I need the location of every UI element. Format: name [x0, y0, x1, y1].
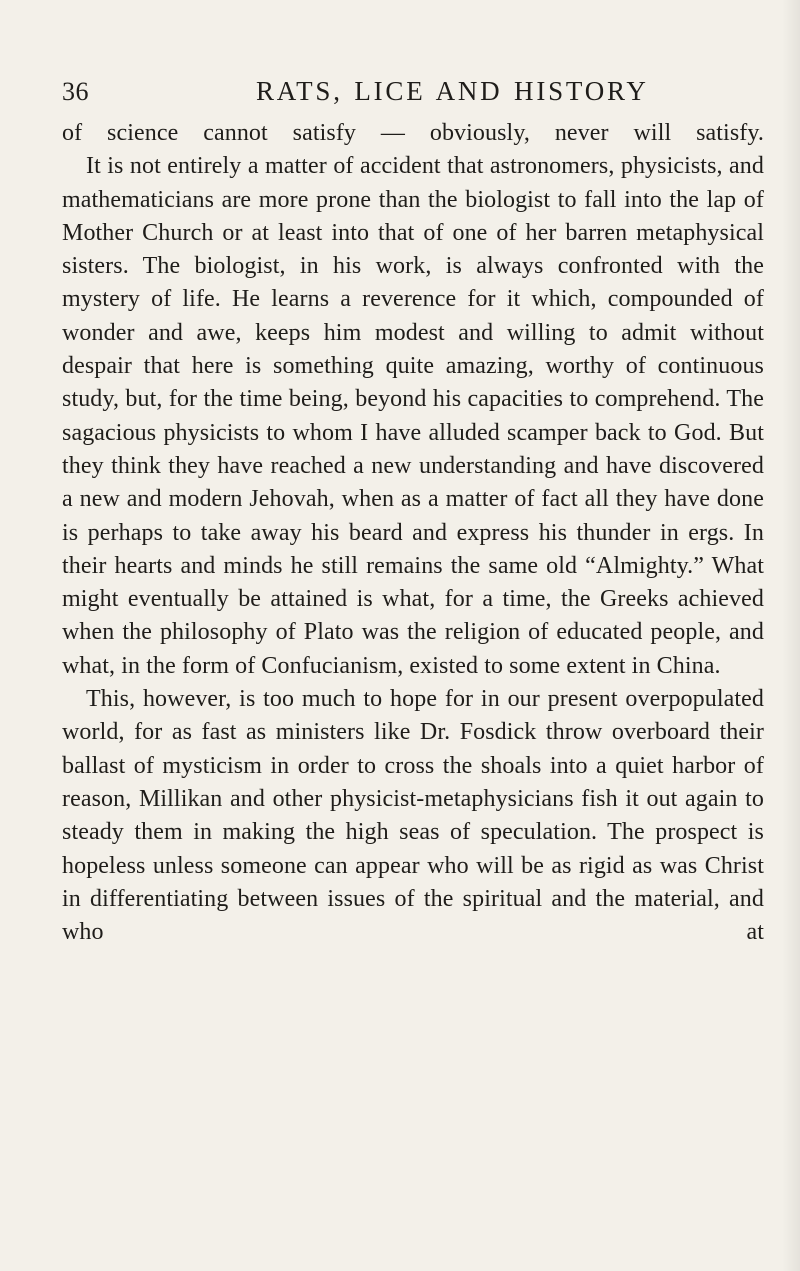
running-title: RATS, LICE AND HISTORY	[256, 76, 649, 106]
paragraph: It is not entirely a matter of accident that astronomers, physicists, and mathematicians are more prone than the biologist to fall into the lap of Mother Church or at least into that of one of her barren metaphysical sisters. The biologist, in his work, is always confronted with the mystery of life. He learns a reverence for it which, compounded of wonder and awe, keeps him modest and willing to admit without despair that here is something quite amazing, worthy of continuous study, but, for the time being, beyond his capacities to comprehend. The sagacious physicists to whom I have alluded scamper back to God. But they think they have reached a new understanding and have discovered a new and modern Jehovah, when as a matter of fact all they have done is perhaps to take away his beard and express his thunder in ergs. In their hearts and minds he still remains the same old “Almighty.” What might eventually be attained is what, for a time, the Greeks achieved when the philosophy of Plato was the religion of educated people, and what, in the form of Confucianism, existed to some extent in China.	[62, 153, 764, 679]
page-edge-shadow	[782, 0, 800, 1271]
page-number: 36	[62, 77, 89, 106]
running-header	[62, 78, 764, 114]
paragraph: This, however, is too much to hope for in our present overpopulated world, for as fast as ministers like Dr. Fosdick throw overboard their ballast of mysticism in order to cross the shoals into a quiet harbor of reason, Millikan and other physicist-metaphysicians fish it out again to steady them in making the high seas of speculation. The prospect is hopeless unless someone can appear who will be as rigid as was Christ in differentiating between issues of the spiritual and the material, and who at	[62, 686, 764, 946]
paragraph-continued: of science cannot satisfy — obviously, never will satisfy.	[62, 120, 764, 146]
body-text	[62, 117, 764, 949]
